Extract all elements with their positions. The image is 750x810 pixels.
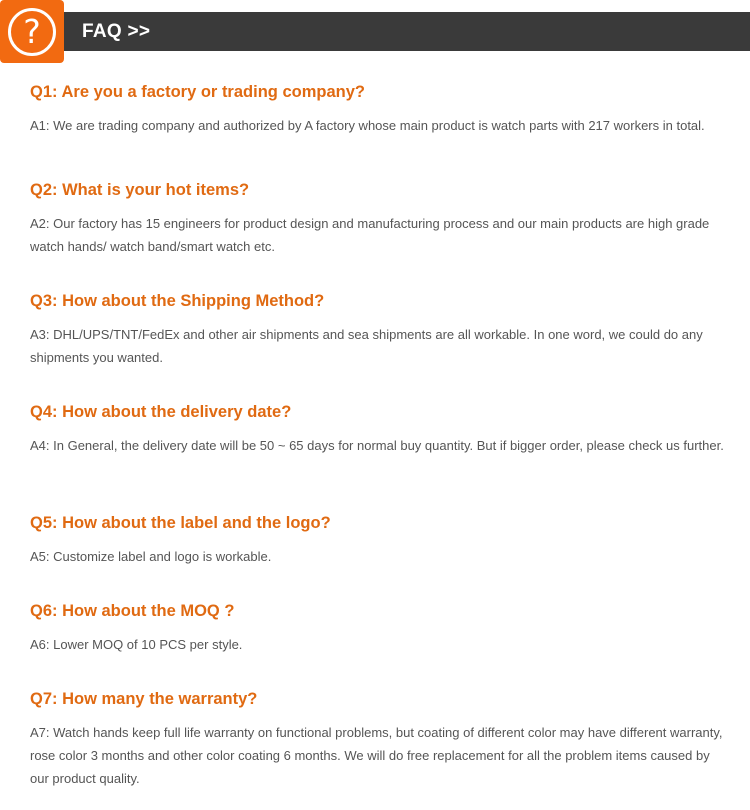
faq-list	[30, 82, 730, 790]
faq-item-4	[30, 402, 730, 513]
answer-4: A4: In General, the delivery date will be 50 ~ 65 days for normal buy quantity. But if bigger order, please check us further.	[30, 438, 724, 453]
header-badge	[0, 0, 64, 63]
answer-5: A5: Customize label and logo is workable.	[30, 549, 272, 564]
faq-item-1	[30, 82, 730, 180]
question-1: Q1: Are you a factory or trading company?	[30, 83, 365, 101]
faq-item-6	[30, 601, 730, 689]
answer-6: A6: Lower MOQ of 10 PCS per style.	[30, 637, 243, 652]
answer-2: A2: Our factory has 15 engineers for product design and manufacturing process and our main products are high grade watch hands/ watch band/smart watch etc.	[30, 216, 710, 254]
answer-3: A3: DHL/UPS/TNT/FedEx and other air shipments and sea shipments are all workable. In one word, we could do any shipments you wanted.	[30, 327, 703, 365]
answer-7: A7: Watch hands keep full life warranty on functional problems, but coating of different color may have different warranty, rose color 3 months and other color coating 6 months. We will do free replacement for all the problem items caused by our product quality.	[30, 725, 723, 786]
question-5: Q5: How about the label and the logo?	[30, 514, 331, 532]
faq-item-2	[30, 180, 730, 291]
faq-header	[0, 0, 750, 64]
faq-item-5	[30, 513, 730, 601]
question-2: Q2: What is your hot items?	[30, 181, 250, 199]
question-3: Q3: How about the Shipping Method?	[30, 292, 325, 310]
question-7: Q7: How many the warranty?	[30, 690, 258, 708]
answer-1: A1: We are trading company and authorized by A factory whose main product is watch parts with 217 workers in total.	[30, 118, 705, 133]
faq-item-3	[30, 291, 730, 402]
svg-text:?: ?	[23, 12, 41, 51]
question-4: Q4: How about the delivery date?	[30, 403, 292, 421]
question-mark-icon	[6, 6, 58, 58]
faq-item-7	[30, 689, 730, 790]
faq-title: FAQ >>	[82, 21, 151, 42]
question-6: Q6: How about the MOQ ?	[30, 602, 235, 620]
